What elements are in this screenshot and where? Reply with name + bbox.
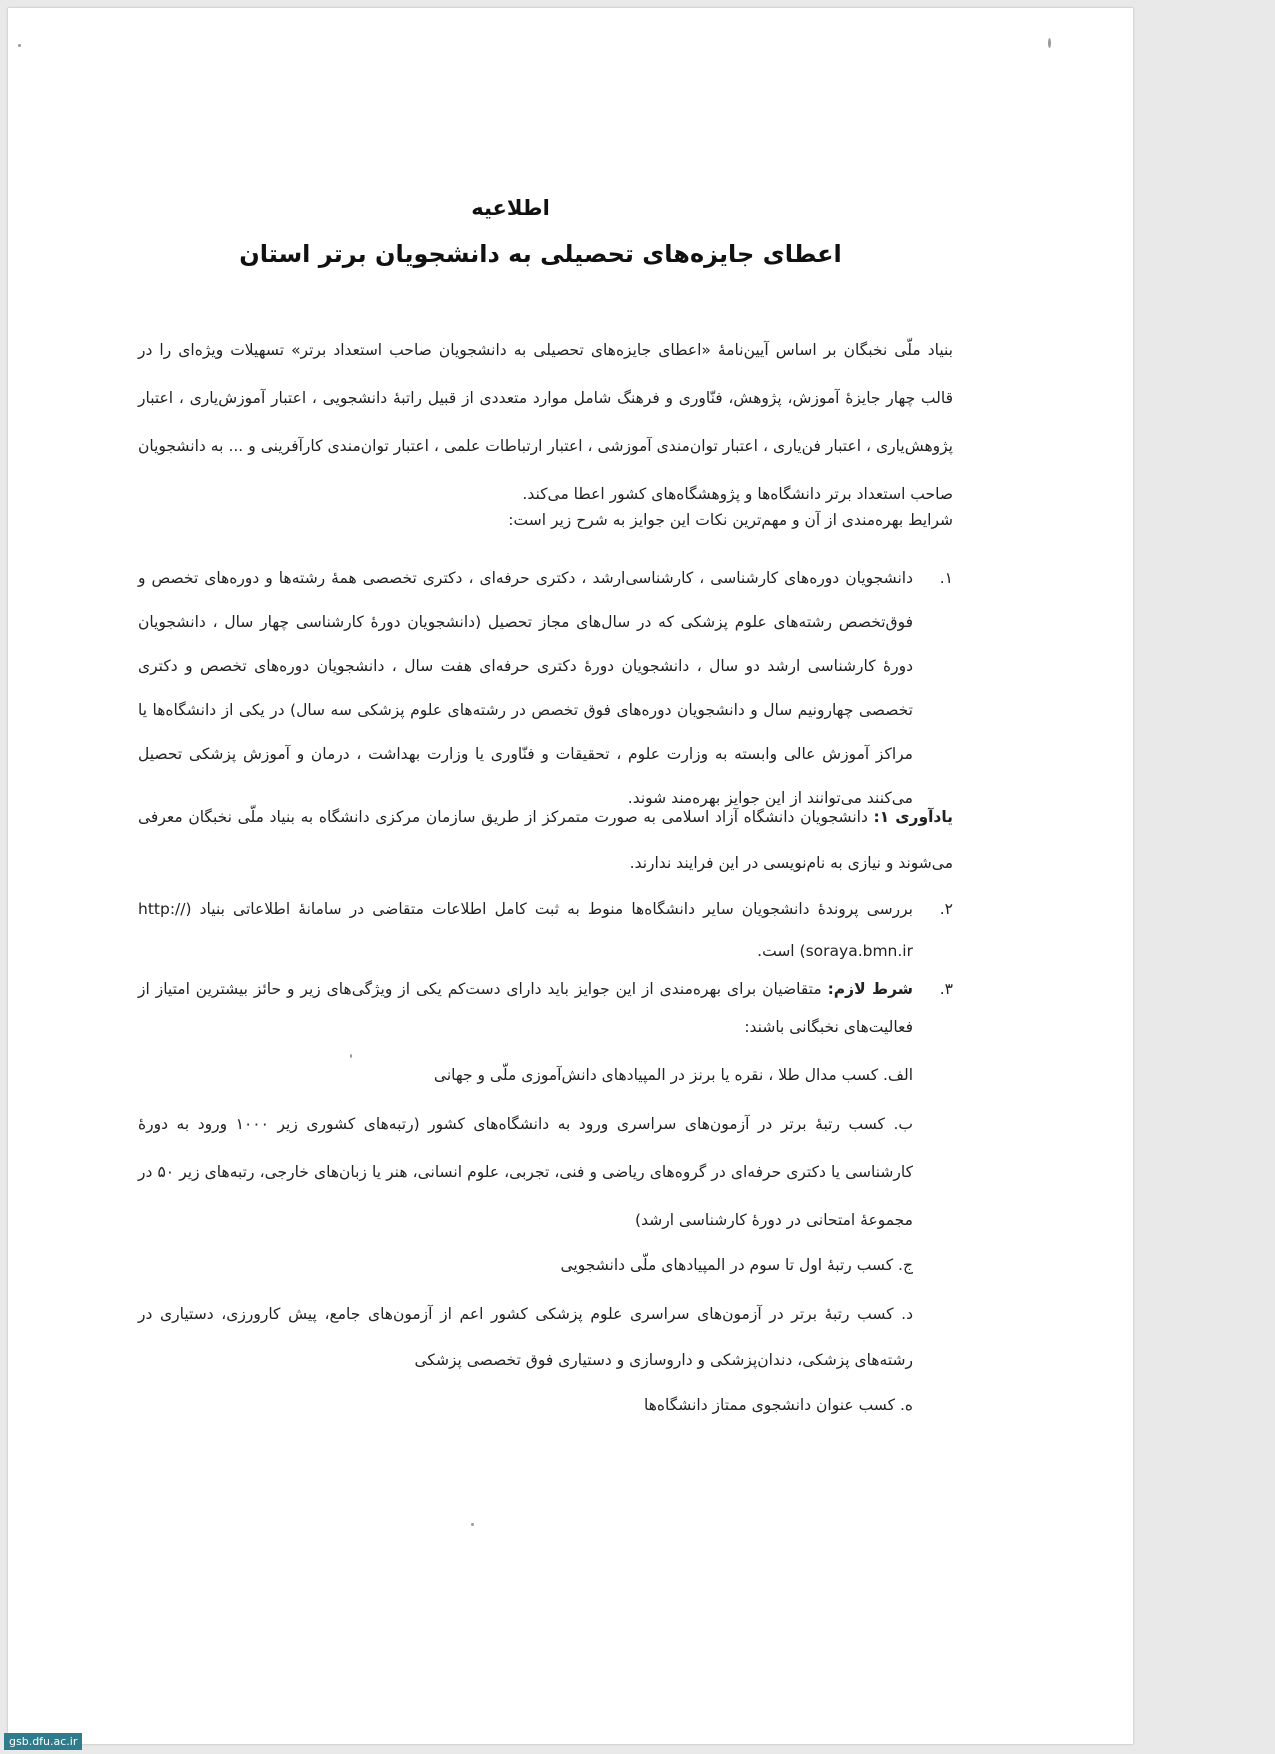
sub-item-d: د. کسب رتبهٔ برتر در آزمون‌های سراسری علوم پزشکی کشور اعم از آزمون‌های جامع، پیش کارورزی، دستیاری در رشته‌های پزشکی، دندان‌پزشکی و داروسازی و دستیاری فوق تخصصی پزشکی — [138, 1305, 913, 1369]
item-number: ۲. — [939, 900, 953, 918]
list-item-1 — [138, 556, 953, 820]
item-number: ۳. — [939, 980, 953, 998]
item-number: ۱. — [939, 569, 953, 587]
announcement-heading: اطلاعیه — [471, 196, 550, 220]
item-text: دانشجویان دوره‌های کارشناسی ، کارشناسی‌ارشد ، دکتری حرفه‌ای ، دکتری تخصصی همهٔ رشته‌ها و دوره‌های تخصص و فوق‌تخصص رشته‌های علوم پزشکی که در سال‌های مجاز تحصیل (دانشجویان دورهٔ کارشناسی چهار سال ، دانشجویان دورهٔ کارشناسی ارشد دو سال ، دانشجویان دورهٔ دکتری حرفه‌ای هفت سال ، دانشجویان دوره‌های تخصص و دکتری تخصصی چهارونیم سال و دانشجویان دوره‌های فوق تخصص در رشته‌های علوم پزشکی سه سال) در یکی از دانشگاه‌ها یا مراکز آموزش عالی وابسته به وزارت علوم ، تحقیقات و فنّاوری یا وزارت بهداشت ، درمان و آموزش پزشکی تحصیل می‌کنند می‌توانند از این جوایز بهره‌مند شوند. — [138, 569, 913, 807]
item-text-before: بررسی پروندهٔ دانشجویان سایر دانشگاه‌ها منوط به ثبت کامل اطلاعات متقاضی در سامانهٔ اطلاعاتی بنیاد ( — [185, 900, 913, 918]
list-item-3 — [138, 970, 953, 1046]
scan-speck — [471, 1523, 474, 1526]
list-item-2 — [138, 888, 953, 972]
announcement-title: اعطای جایزه‌های تحصیلی به دانشجویان برتر استان — [239, 240, 842, 268]
sub-item-a: الف. کسب مدال طلا ، نقره یا برنز در المپیادهای دانش‌آموزی ملّی و جهانی — [433, 1066, 913, 1084]
note-label: یادآوری ۱: — [873, 808, 953, 826]
item-text-after: ) است. — [757, 942, 806, 960]
sub-item-b: ب. کسب رتبهٔ برتر در آزمون‌های سراسری ورود به دانشگاه‌های کشور (رتبه‌های کشوری زیر ۱۰۰۰ ورود به دورهٔ کارشناسی یا دکتری حرفه‌ای در گروه‌های ریاضی و فنی، تجربی، علوم انسانی، هنر یا زبان‌های خارجی، رتبه‌های زیر ۵۰ در مجموعهٔ امتحانی در دورهٔ کارشناسی ارشد) — [138, 1115, 913, 1229]
document-body — [8, 8, 1133, 1744]
note-text: دانشجویان دانشگاه آزاد اسلامی به صورت متمرکز از طریق سازمان مرکزی دانشگاه به بنیاد ملّی نخبگان معرفی می‌شوند و نیازی به نام‌نویسی در این فرایند ندارند. — [138, 808, 953, 872]
sub-item-e: ه. کسب عنوان دانشجوی ممتاز دانشگاه‌ها — [643, 1396, 913, 1414]
note-1 — [138, 794, 953, 886]
conditions-intro: شرایط بهره‌مندی از آن و مهم‌ترین نکات این جوایز به شرح زیر است: — [508, 511, 953, 529]
intro-paragraph: بنیاد ملّی نخبگان بر اساس آیین‌نامهٔ «اعطای جایزه‌های تحصیلی به دانشجویان صاحب استعداد برتر» تسهیلات ویژه‌ای را در قالب چهار جایزهٔ آموزش، پژوهش، فنّاوری و فرهنگ شامل موارد متعددی از قبیل راتبهٔ دانشجویی ، اعتبار آموزش‌یاری ، اعتبار پژوهش‌یاری ، اعتبار فن‌یاری ، اعتبار توان‌مندی آموزشی ، اعتبار ارتباطات علمی ، اعتبار توان‌مندی کارآفرینی و ... به دانشجویان صاحب استعداد برتر دانشگاه‌ها و پژوهشگاه‌های کشور اعطا می‌کند. — [138, 341, 953, 503]
registration-url: http:// soraya.bmn.ir — [138, 900, 913, 960]
scan-speck — [1048, 38, 1051, 48]
scan-speck — [350, 1054, 352, 1058]
requirement-text: متقاضیان برای بهره‌مندی از این جوایز باید دارای دست‌کم یکی از ویژگی‌های زیر و حائز بیشترین امتیاز از فعالیت‌های نخبگانی باشند: — [138, 980, 913, 1036]
scanned-page — [8, 8, 1133, 1744]
site-watermark: gsb.dfu.ac.ir — [4, 1733, 82, 1750]
item-text — [138, 970, 913, 1046]
item-text — [138, 888, 913, 972]
scan-speck — [18, 44, 21, 47]
requirement-label: شرط لازم: — [827, 980, 913, 998]
sub-item-c: ج. کسب رتبهٔ اول تا سوم در المپیادهای ملّی دانشجویی — [560, 1256, 913, 1274]
